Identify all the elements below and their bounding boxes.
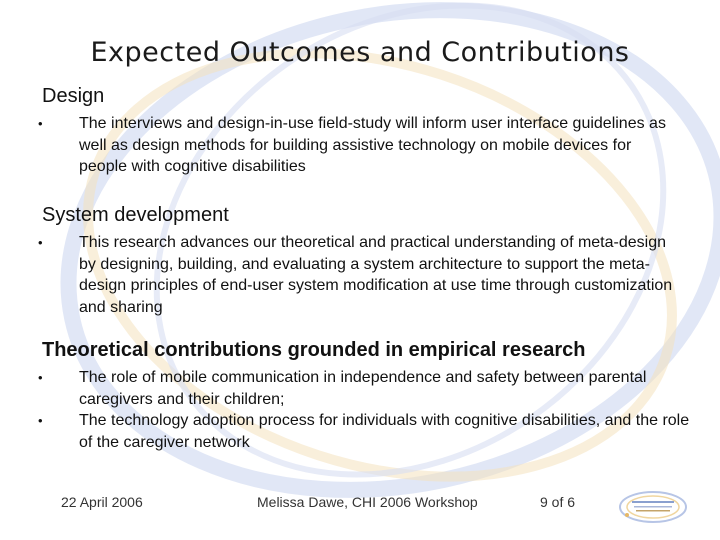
bullet-item	[38, 410, 702, 453]
section-theoretical-contributions	[38, 338, 702, 453]
footer-date: 22 April 2006	[61, 494, 143, 510]
bullet-item	[38, 367, 702, 410]
bullet-icon: •	[38, 370, 43, 385]
section-system-development	[38, 203, 682, 318]
section-heading: Design	[42, 85, 105, 107]
institution-logo-icon	[618, 489, 688, 525]
bullet-text: This research advances our theoretical and practical understanding of meta-design by designing, building, and evaluating a system architecture to support the meta-design principles of end-user system modification at use time through customization and sharing	[79, 234, 673, 316]
bullet-icon: •	[38, 116, 43, 131]
bullet-text: The interviews and design-in-use field-study will inform user interface guidelines as well as design methods for building assistive technology on mobile devices for people with cognitive disabilities	[79, 115, 666, 175]
bullet-text: The role of mobile communication in independence and safety between parental caregivers and their children;	[79, 369, 647, 408]
bullet-icon: •	[38, 235, 43, 250]
bullet-item	[38, 232, 682, 318]
bullet-text: The technology adoption process for individuals with cognitive disabilities, and the role of the caregiver network	[79, 412, 690, 451]
section-design	[38, 84, 682, 178]
bullet-item	[38, 113, 682, 178]
section-heading: Theoretical contributions grounded in empirical research	[42, 339, 586, 361]
bullet-icon: •	[38, 413, 43, 428]
footer-presenter: Melissa Dawe, CHI 2006 Workshop	[257, 494, 478, 510]
section-heading: System development	[42, 204, 229, 226]
slide-title: Expected Outcomes and Contributions	[90, 37, 630, 68]
footer-page-number: 9 of 6	[540, 494, 576, 510]
